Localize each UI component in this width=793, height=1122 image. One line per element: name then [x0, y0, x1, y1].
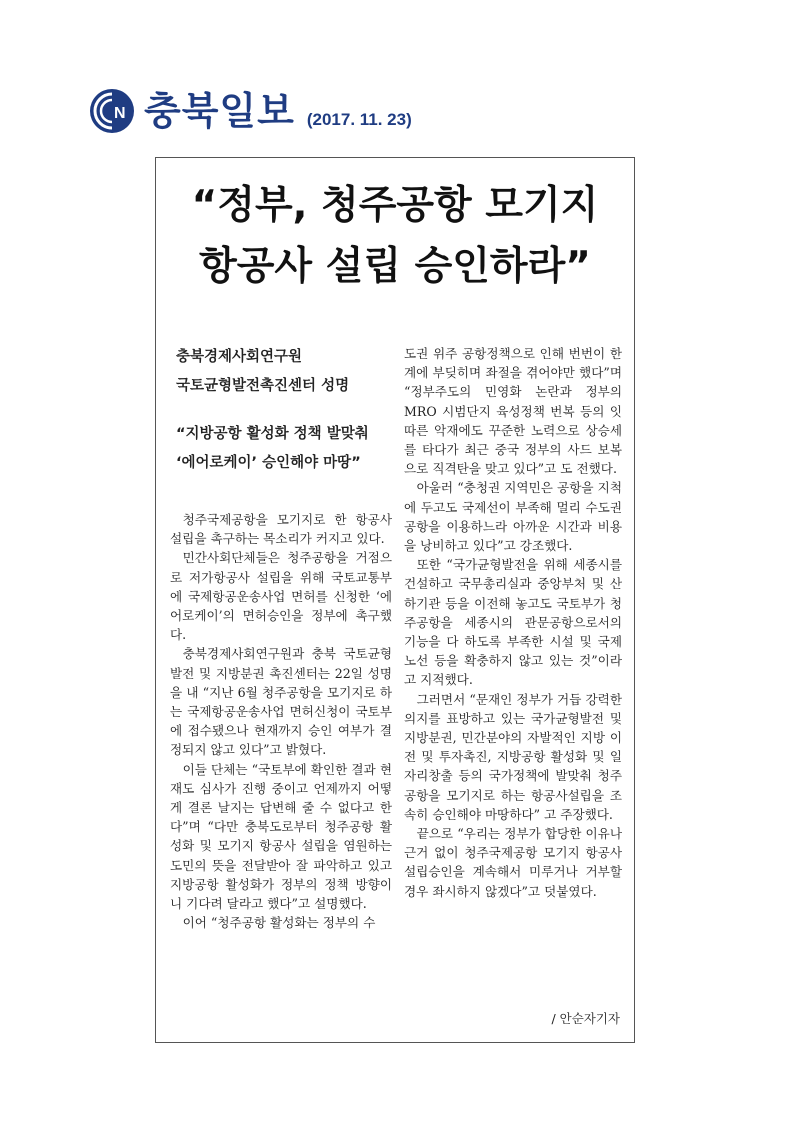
- headline-line-2: 항공사 설립 승인하라”: [199, 244, 591, 289]
- left-paragraph: 민간사회단체들은 청주공항을 거점으로 저가항공사 설립을 위해 국토교통부에 국제항공운송사업 면허를 신청한 ‘에어로케이’의 면허승인을 정부에 촉구했다.: [170, 550, 392, 643]
- left-column: [170, 510, 392, 932]
- masthead: [88, 86, 412, 136]
- article-subheadline: [176, 420, 391, 478]
- source-line-1: 충북경제사회연구원: [176, 349, 303, 365]
- right-paragraph: 끝으로 “우리는 정부가 합당한 이유나 근거 없이 청주국제공항 모기지 항공사 설립승인을 계속해서 미루거나 거부할 경우 좌시하지 않겠다”고 덧붙였다.: [404, 826, 622, 899]
- left-paragraph: 청주국제공항을 모기지로 한 항공사 설립을 촉구하는 목소리가 커지고 있다.: [170, 512, 392, 547]
- publication-date: (2017. 11. 23): [306, 110, 412, 129]
- left-paragraph: 이들 단체는 “국토부에 확인한 결과 현재도 심사가 진행 중이고 언제까지 어떻게 결론 날지는 답변해 줄 수 없다고 한다”며 “다만 충북도로부터 청주공항 활성화 및 모기지 항공사 설립을 염원하는 도민의 뜻을 전달받아 잘 파악하고 있고 지방공항 활성화가 정부의 정책 방향이니 기다려 달라고 했다”고 설명했다.: [170, 761, 392, 912]
- right-paragraph: 또한 “국가균형발전을 위해 세종시를 건설하고 국무총리실과 중앙부처 및 산하기관 등을 이전해 놓고도 국토부가 청주공항을 세종시의 관문공항으로서의 기능을 다 하도록 부족한 시설 및 국제노선 등을 확충하지 않고 있는 것”이라고 지적했다.: [404, 557, 622, 688]
- svg-text:N: N: [114, 105, 126, 122]
- source-line-2: 국토균형발전촉진센터 성명: [176, 378, 350, 394]
- right-paragraph-continued: 도권 위주 공항정책으로 인해 번번이 한계에 부딪히며 좌절을 겪어야만 했다”며 “정부주도의 민영화 논란과 정부의 MRO 시범단지 육성정책 번복 등의 잇따른 악재에도 꾸준한 노력으로 상승세를 타다가 최근 중국 정부의 사드 보복으로 직격탄을 맞고 있다”고 도 전했다.: [404, 346, 622, 477]
- statement-source: [176, 343, 391, 401]
- left-paragraph: 이어 “청주공항 활성화는 정부의 수: [182, 915, 376, 931]
- left-paragraph: 충북경제사회연구원과 충북 국토균형발전 및 지방분권 촉진센터는 22일 성명을 내 “지난 6월 청주공항을 모기지로 하는 국제항공운송사업 면허신청이 국토부에 접수됐으나 현재까지 승인 여부가 결정되지 않고 있다”고 밝혔다.: [170, 646, 392, 758]
- reporter-byline: / 안순자기자: [551, 1011, 620, 1026]
- subhead-line-2: ‘에어로케이’ 승인해야 마땅”: [176, 455, 361, 471]
- right-paragraph: 그러면서 “문재인 정부가 거듭 강력한 의지를 표방하고 있는 국가균형발전 및 지방분권, 민간분야의 자발적인 지방 이전 및 투자촉진, 지방공항 활성화 및 일자리창출 등의 국가정책에 발맞춰 청주공항을 모기지로 하는 항공사설립을 조속히 승인해야 마땅하다” 고 주장했다.: [404, 691, 622, 822]
- cn-circle-logo-icon: [88, 87, 136, 135]
- article-box: [155, 157, 635, 1043]
- newspaper-name: 충북일보: [144, 89, 295, 133]
- right-paragraph: 아울러 “충청권 지역민은 공항을 지척에 두고도 국제선이 부족해 멀리 수도권공항을 이용하느라 아까운 시간과 비용을 낭비하고 있다”고 강조했다.: [404, 480, 622, 554]
- right-column: [404, 344, 622, 901]
- article-headline: [156, 175, 634, 297]
- subhead-line-1: “지방공항 활성화 정책 발맞춰: [176, 426, 369, 442]
- headline-line-1: “정부, 청주공항 모기지: [191, 183, 599, 228]
